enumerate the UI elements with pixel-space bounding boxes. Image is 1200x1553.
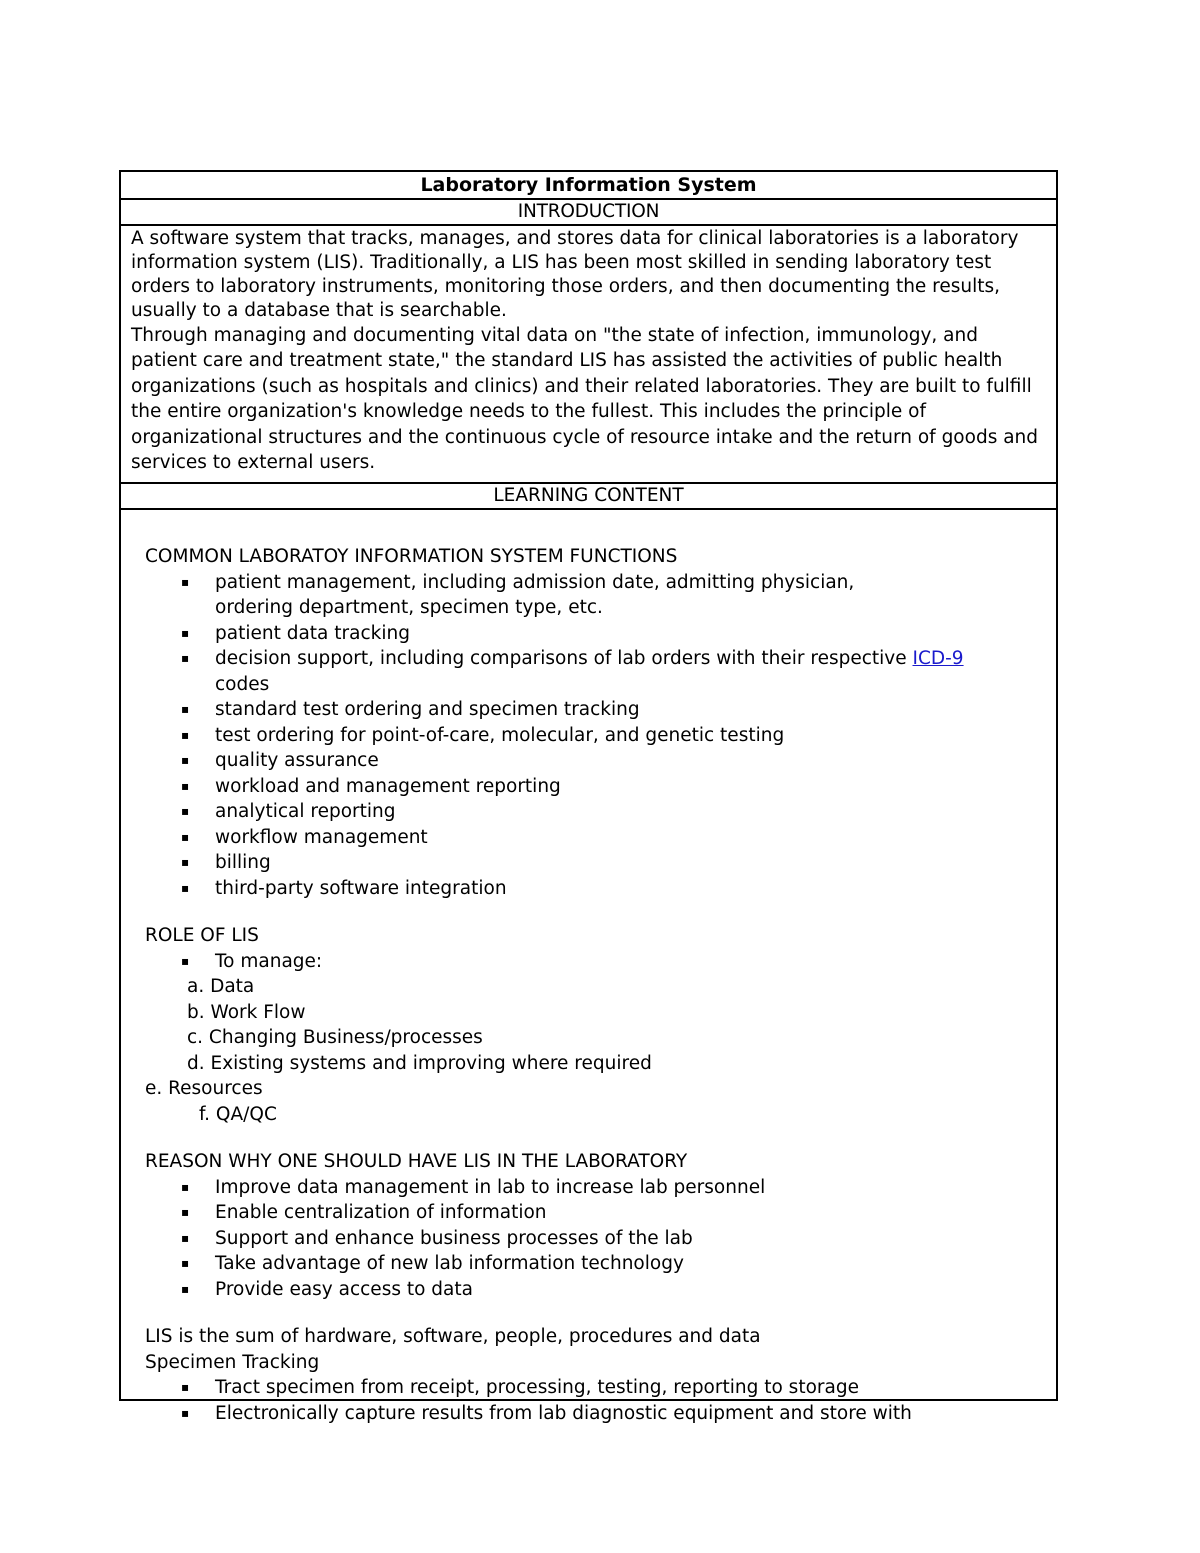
list-item-text: decision support, including comparisons of lab orders with their respective [215,648,913,669]
intro-paragraph-2: Through managing and documenting vital data on "the state of infection, immunology, and patient care and treatment state," the standard LIS has assisted the activities of public health organizations (such as hospitals and clinics) and their related laboratories. They are built to fulfill the entire organization's knowledge needs to the fullest. This includes the principle of organizational structures and the continuous cycle of resource intake and the return of goods and services to external users. [131,325,1039,474]
list-item-text: workload and management reporting [215,775,561,797]
list-item-text: codes [215,673,270,695]
list-item [145,1226,1056,1252]
reasons-heading: REASON WHY ONE SHOULD HAVE LIS IN THE LABORATORY [145,1151,688,1172]
list-item-text: Tract specimen from receipt, processing, testing, reporting to storage [215,1377,859,1398]
tracking-list [145,1375,1056,1426]
list-item-text: billing [215,852,271,873]
introduction-body [121,226,1056,484]
role-item-c: c. Changing Business/processes [187,1027,483,1048]
list-item-text: workflow management [215,826,428,848]
list-item [145,697,1056,723]
list-item-text: Support and enhance business processes of the lab [215,1227,693,1249]
list-item [145,621,1056,647]
spacer [145,901,1056,923]
list-item [145,1277,1056,1303]
role-item-e: e. Resources [145,1078,263,1099]
spacer [145,1127,1056,1149]
list-item-text: Provide easy access to data [215,1278,473,1300]
list-item [145,850,1056,876]
list-item-text: patient management, including admission date, admitting physician, ordering department, specimen type, etc. [215,571,855,618]
functions-list [145,570,1056,902]
list-item-text: patient data tracking [215,622,410,644]
list-item-text: Improve data management in lab to increase lab personnel [215,1176,766,1198]
list-item-text: To manage: [215,950,323,972]
role-item-f: f. QA/QC [199,1103,277,1125]
reasons-list [145,1175,1056,1303]
list-item [145,774,1056,800]
list-item [145,1200,1056,1226]
list-item-text: Take advantage of new lab information technology [215,1253,684,1274]
introduction-heading: INTRODUCTION [121,200,1056,226]
list-item [145,949,1056,975]
list-item-text: third-party software integration [215,877,507,899]
role-item-a: a. Data [187,976,255,997]
list-item-text: quality assurance [215,750,379,771]
list-item [145,799,1056,825]
list-item-text: Enable centralization of information [215,1202,547,1223]
list-item-text: Electronically capture results from lab diagnostic equipment and store with [215,1402,912,1424]
document-table [119,170,1058,1424]
role-item-d: d. Existing systems and improving where required [187,1052,652,1074]
list-item-text: test ordering for point-of-care, molecular, and genetic testing [215,724,785,746]
icd-9-link[interactable]: ICD-9 [912,648,964,669]
list-item [145,748,1056,774]
list-item [145,1401,1056,1427]
list-item [145,825,1056,851]
functions-heading: COMMON LABORATOY INFORMATION SYSTEM FUNCTIONS [145,546,678,567]
specimen-tracking-heading: Specimen Tracking [145,1351,320,1373]
lis-summary: LIS is the sum of hardware, software, people, procedures and data [145,1326,761,1347]
role-heading: ROLE OF LIS [145,925,259,946]
learning-content-heading: LEARNING CONTENT [121,484,1056,510]
intro-paragraph-1: A software system that tracks, manages, and stores data for clinical laboratories is a laboratory information system (LIS). Traditionally, a LIS has been most skilled in sending laboratory test orders to laboratory instruments, monitoring those orders, and then documenting the results, usually to a database that is searchable. [131,228,1019,321]
list-item [145,1375,1056,1401]
role-item-b: b. Work Flow [187,1001,306,1023]
list-item-text: standard test ordering and specimen tracking [215,699,640,720]
list-item [145,570,1056,621]
list-item [145,1175,1056,1201]
list-item-text: analytical reporting [215,801,396,822]
role-list [145,949,1056,975]
spacer [145,1302,1056,1324]
list-item [145,876,1056,902]
learning-content-body [121,510,1056,1426]
list-item [145,723,1056,749]
list-item [145,646,1056,697]
document-title: Laboratory Information System [121,172,1056,200]
list-item [145,1251,1056,1277]
